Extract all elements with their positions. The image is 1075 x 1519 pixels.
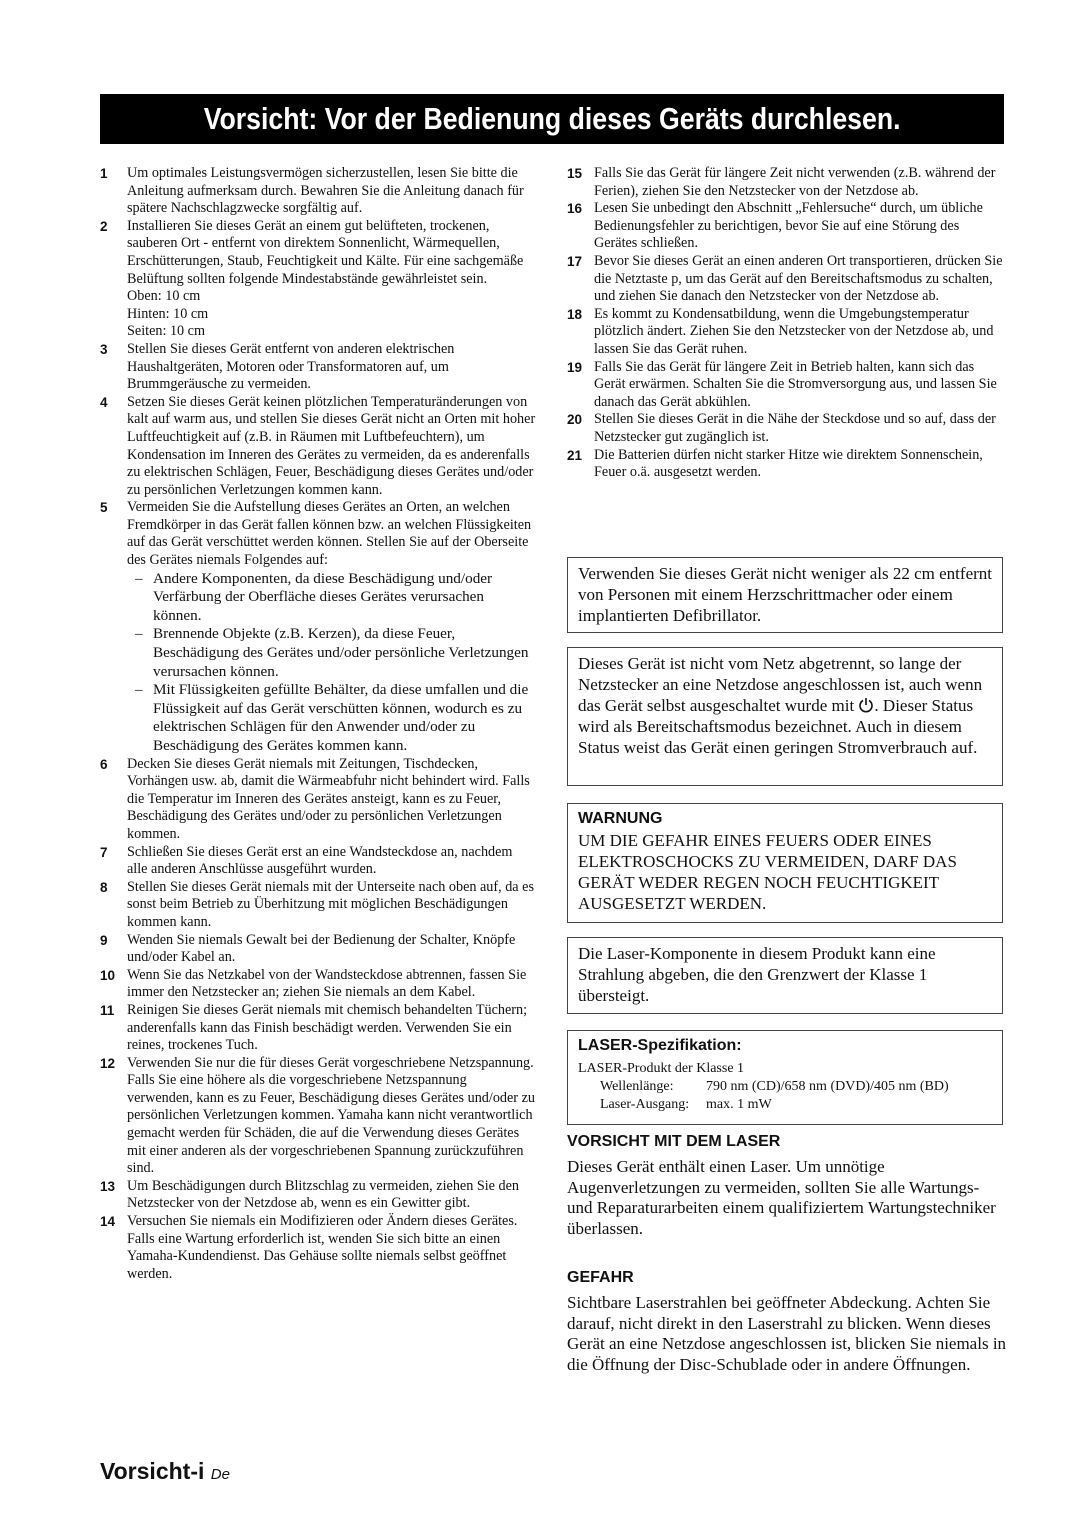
- laser-caution-text: Dieses Gerät enthält einen Laser. Um unnötige Augenverletzungen zu vermeiden, sollten Sie alle Wartungs- und Reparaturarbeiten einem qualifiziertem Wartungstechniker überlassen.: [567, 1157, 996, 1238]
- left-column: [100, 165, 536, 1283]
- dash-item: – Andere Komponenten, da diese Beschädigung und/oder Verfärbung der Oberfläche dieses Gerätes verursachen können.: [127, 570, 536, 626]
- list-item: 17 Bevor Sie dieses Gerät an einen anderen Ort transportieren, drücken Sie die Netztaste p, um das Gerät auf den Bereitschaftsmodus zu schalten, und ziehen Sie danach den Netzstecker von der Netzdose ab.: [567, 252, 1003, 305]
- list-item: 5 Vermeiden Sie die Aufstellung dieses Gerätes an Orten, an welchen Fremdkörper in das Gerät fallen können bzw. an welchen Flüssigkeiten auf das Gerät verschüttet werden können. Stellen Sie auf der Oberseite des Gerätes niemals Folgendes auf: – Andere Komponenten, da diese Beschädigung und/oder Verfärbung der Oberfläche dieses Gerätes verursachen können. – Brennende Objekte (z.B. Kerzen), da diese Feuer, Beschädigung des Gerätes und/oder persönliche Verletzungen verursachen können. – Mit Flüssigkeiten gefüllte Behälter, da diese umfallen und die Flüssigkeit auf das Gerät verschütten können, wodurch es zu elektrischen Schlägen für den Anwender und/oder zu Beschädigung des Gerätes kommen kann.: [100, 499, 536, 755]
- list-item: 11 Reinigen Sie dieses Gerät niemals mit chemisch behandelten Tüchern; anderenfalls kann das Finish beschädigt werden. Verwenden Sie ein reines, trockenes Tuch.: [100, 1001, 528, 1054]
- power-standby-icon: [858, 697, 874, 713]
- caution-list-right: [567, 165, 1005, 482]
- clearance-top: Oben: 10 cm: [127, 288, 201, 305]
- standby-text-after: . Dieser Status wird als Bereitschaftsmodus bezeichnet. Auch in diesem Status weist das Gerät einen geringen Stromverbrauch auf.: [578, 696, 978, 757]
- warning-box: [567, 803, 1003, 923]
- pacemaker-notice-text: Verwenden Sie dieses Gerät nicht weniger als 22 cm entfernt von Personen mit einem Herzschrittmacher oder einem implantierten Defibrillator.: [578, 564, 992, 625]
- laser-spec-heading: LASER-Spezifikation:: [578, 1037, 742, 1054]
- danger-heading: GEFAHR: [567, 1269, 634, 1286]
- list-item: 10 Wenn Sie das Netzkabel von der Wandsteckdose abtrennen, fassen Sie immer den Netzstecker an; ziehen Sie niemals an dem Kabel.: [100, 966, 527, 1001]
- list-item: 18 Es kommt zu Kondensatbildung, wenn die Umgebungstemperatur plötzlich ändert. Ziehen Sie den Netzstecker von der Netzdose ab, und lassen Sie das Gerät ruhen.: [567, 305, 994, 357]
- laser-class-text: Die Laser-Komponente in diesem Produkt kann eine Strahlung abgeben, die den Grenzwert der Klasse 1 übersteigt.: [578, 944, 936, 1005]
- list-item: 1 Um optimales Leistungsvermögen sicherzustellen, lesen Sie bitte die Anleitung aufmerksam durch. Bewahren Sie die Anleitung danach für spätere Nachschlagzwecke sorgfältig auf.: [100, 165, 524, 217]
- list-item: 8 Stellen Sie dieses Gerät niemals mit der Unterseite nach oben auf, da es sonst beim Betrieb zu Überhitzung mit möglichen Beschädigungen kommen kann.: [100, 878, 534, 930]
- laser-spec-box: [567, 1030, 1003, 1125]
- list-item: 13 Um Beschädigungen durch Blitzschlag zu vermeiden, ziehen Sie den Netzstecker von der Netzdose ab, wenn es ein Gewitter gibt.: [100, 1177, 520, 1212]
- clearance-back: Hinten: 10 cm: [127, 305, 209, 322]
- list-item: 3 Stellen Sie dieses Gerät entfernt von anderen elektrischen Haushaltgeräten, Motoren oder Transformatoren auf, um Brummgeräusche zu vermeiden.: [100, 340, 455, 393]
- list-item: 19 Falls Sie das Gerät für längere Zeit in Betrieb halten, kann sich das Gerät erwärmen. Schalten Sie die Stromversorgung aus, und lassen Sie danach das Gerät abkühlen.: [567, 358, 997, 410]
- warning-heading: WARNUNG: [578, 810, 663, 827]
- standby-text-before: Dieses Gerät ist nicht vom Netz abgetrennt, so lange der Netzstecker an eine Netzdose angeschlossen ist, auch wenn das Gerät selbst ausgeschaltet wurde mit: [578, 654, 983, 715]
- page-title: [100, 94, 1004, 144]
- page-title-text: Vorsicht: Vor der Bedienung dieses Geräts durchlesen.: [203, 101, 901, 136]
- dash-item: – Brennende Objekte (z.B. Kerzen), da diese Feuer, Beschädigung des Gerätes und/oder persönliche Verletzungen verursachen können.: [127, 625, 536, 681]
- right-column: [567, 165, 1005, 482]
- list-item: 2 Installieren Sie dieses Gerät an einem gut belüfteten, trockenen, sauberen Ort - entfernt von direktem Sonnenlicht, Wärmequellen, Erschütterungen, Staub, Feuchtigkeit und Kälte. Für eine sachgemäße Belüftung sollten folgende Mindestabstände gewährleistet sein. Oben: 10 cm Hinten: 10 cm Seiten: 10 cm: [100, 218, 536, 341]
- list-item: 15 Falls Sie das Gerät für längere Zeit nicht verwenden (z.B. während der Ferien), ziehen Sie den Netzstecker von der Netzdose ab.: [567, 165, 996, 199]
- danger-text: Sichtbare Laserstrahlen bei geöffneter Abdeckung. Achten Sie darauf, nicht direkt in den Laserstrahl zu blicken. Wenn dieses Gerät an eine Netzdose angeschlossen ist, blicken Sie niemals in die Öffnung der Disc-Schublade oder in andere Öffnungen.: [567, 1293, 1007, 1374]
- laser-spec-class: LASER-Produkt der Klasse 1: [578, 1061, 745, 1076]
- list-item: 6 Decken Sie dieses Gerät niemals mit Zeitungen, Tischdecken, Vorhängen usw. ab, damit die Wärmeabfuhr nicht behindert wird. Falls die Temperatur im Inneren des Gerätes ansteigt, kann es zu Feuer, Beschädigung des Gerätes und/oder zu persönlichen Verletzungen kommen.: [100, 755, 530, 842]
- warning-text: UM DIE GEFAHR EINES FEUERS ODER EINES ELEKTROSCHOCKS ZU VERMEIDEN, DARF DAS GERÄT WEDER REGEN NOCH FEUCHTIGKEIT AUSGESETZT WERDEN.: [578, 831, 957, 913]
- laser-class-box: [567, 937, 1003, 1014]
- list-item: 14 Versuchen Sie niemals ein Modifizieren oder Ändern dieses Gerätes. Falls eine Wartung erforderlich ist, wenden Sie sich bitte an einen Yamaha-Kundendienst. Das Gehäuse sollte niemals selbst geöffnet werden.: [100, 1213, 518, 1282]
- laser-spec-row: Wellenlänge: 790 nm (CD)/658 nm (DVD)/405 nm (BD): [600, 1079, 949, 1094]
- list-item: 16 Lesen Sie unbedingt den Abschnitt „Fehlersuche“ durch, um übliche Bedienungsfehler zu berichtigen, bevor Sie auf eine Störung des Gerätes schließen.: [567, 200, 983, 252]
- list-item: 9 Wenden Sie niemals Gewalt bei der Bedienung der Schalter, Knöpfe und/oder Kabel an.: [100, 931, 516, 966]
- dash-item: – Mit Flüssigkeiten gefüllte Behälter, da diese umfallen und die Flüssigkeit auf das Gerät verschütten können, wodurch es zu elektrischen Schlägen für den Anwender und/oder zu Beschädigung des Gerätes kommen kann.: [127, 681, 536, 755]
- laser-spec-row: Laser-Ausgang: max. 1 mW: [600, 1097, 772, 1112]
- list-item: 7 Schließen Sie dieses Gerät erst an eine Wandsteckdose an, nachdem alle anderen Anschlüsse ausgeführt wurden.: [100, 843, 513, 878]
- language-tag: De: [210, 1466, 230, 1483]
- laser-caution-heading: VORSICHT MIT DEM LASER: [567, 1133, 781, 1150]
- list-item: 12 Verwenden Sie nur die für dieses Gerät vorgeschriebene Netzspannung. Falls Sie eine höhere als die vorgeschriebene Netzspannung verwenden, kann es zu Feuer, Beschädigung dieses Gerätes und/oder zu persönlichen Verletzungen kommen. Yamaha kann nicht verantwortlich gemacht werden für Schäden, die auf die Verwendung dieses Gerätes mit einer anderen als der vorgeschriebenen Spannung zurückzuführen sind.: [100, 1054, 535, 1177]
- list-item: 4 Setzen Sie dieses Gerät keinen plötzlichen Temperaturänderungen von kalt auf warm aus, und stellen Sie dieses Gerät nicht an Orten mit hoher Luftfeuchtigkeit auf (z.B. in Räumen mit Luftbefeuchtern), um Kondensation im Inneren des Gerätes zu vermeiden, da es anderenfalls zu elektrischen Schlägen, Feuer, Beschädigung dieses Gerätes und/oder zu persönlichen Verletzungen kommen kann.: [100, 393, 536, 498]
- list-item: 20 Stellen Sie dieses Gerät in die Nähe der Steckdose und so auf, dass der Netzstecker gut zugänglich ist.: [567, 411, 996, 445]
- dash-list: [127, 570, 536, 756]
- clearance-sides: Seiten: 10 cm: [127, 323, 206, 340]
- list-item: 21 Die Batterien dürfen nicht starker Hitze wie direktem Sonnenschein, Feuer o.ä. ausgesetzt werden.: [567, 446, 983, 481]
- page-number: Vorsicht-i: [100, 1458, 205, 1484]
- standby-notice-box: [567, 647, 1003, 786]
- page-footer: [100, 1458, 230, 1485]
- caution-list-left: [100, 165, 536, 1283]
- pacemaker-notice-box: [567, 557, 1003, 633]
